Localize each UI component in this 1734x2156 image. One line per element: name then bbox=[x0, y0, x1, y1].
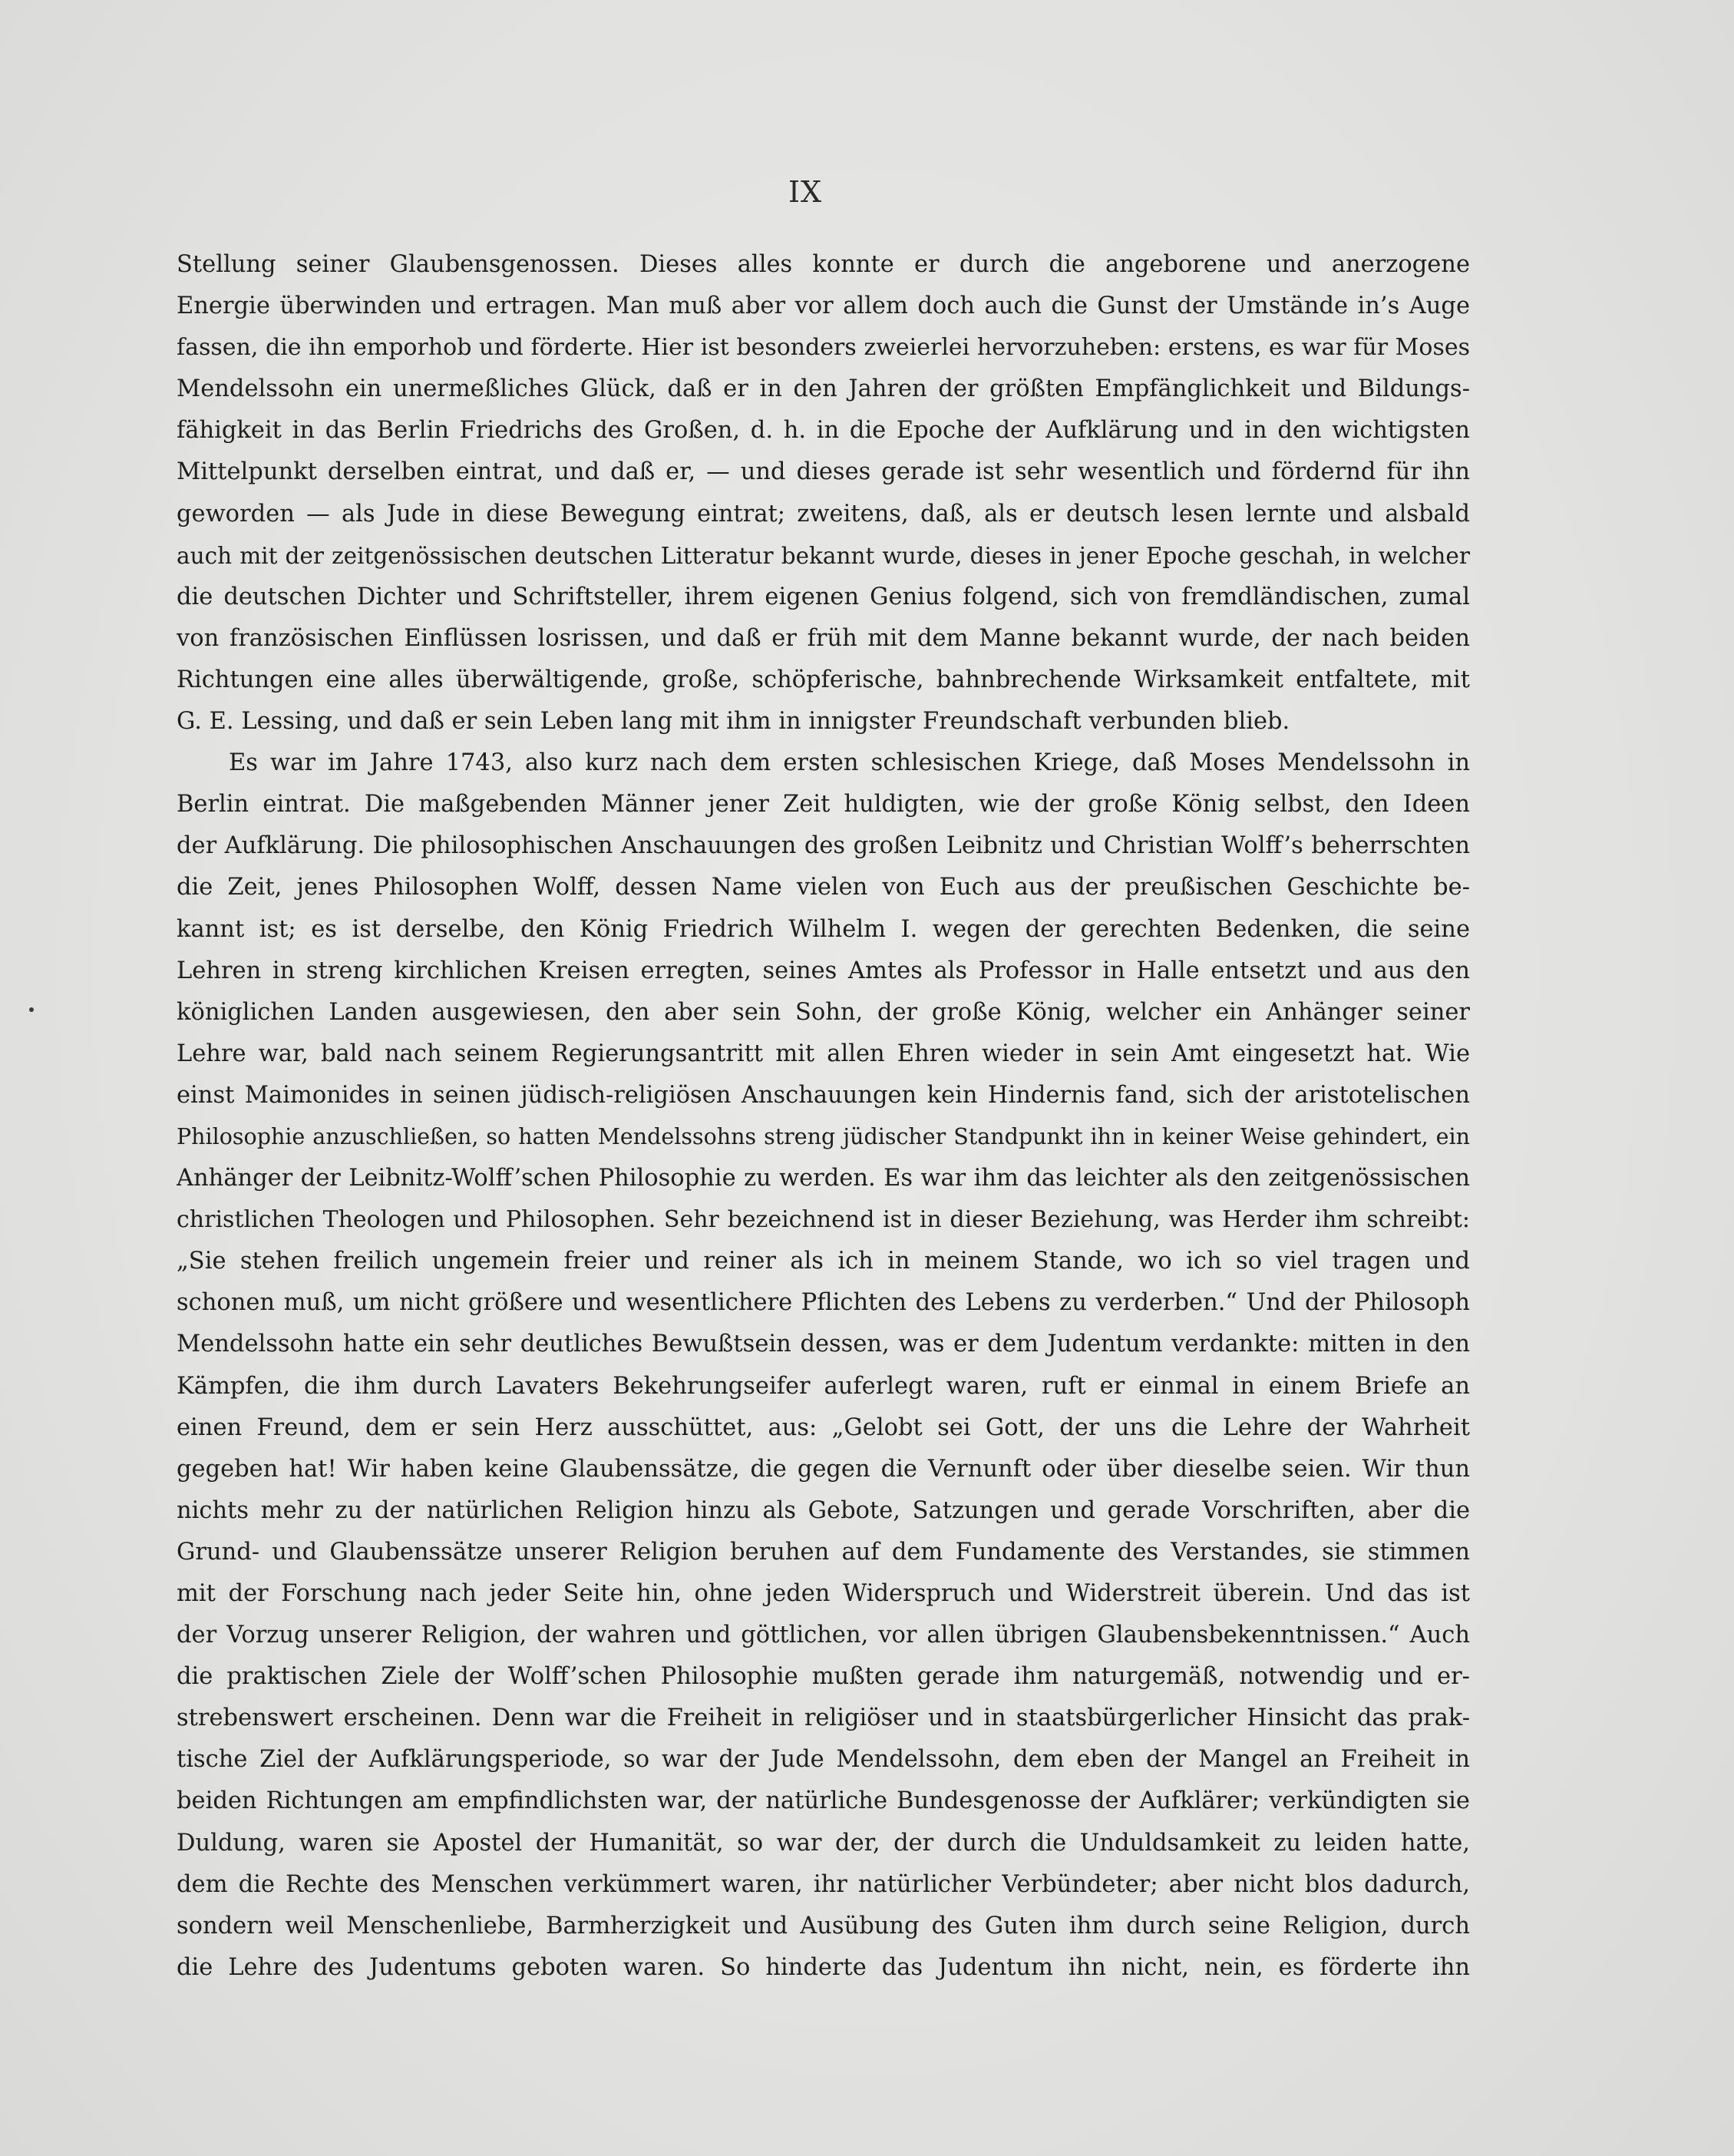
page-number: IX bbox=[788, 175, 823, 209]
text-line: dem die Rechte des Menschen verkümmert waren, ihr natürlicher Verbündeter; aber nicht blos dadurch, bbox=[177, 1870, 1470, 1898]
text-line: der Aufklärung. Die philosophischen Anschauungen des großen Leibnitz und Christian Wolff’s beherrschten bbox=[177, 832, 1470, 860]
text-line: einen Freund, dem er sein Herz ausschüttet, aus: „Gelobt sei Gott, der uns die Lehre der Wahrheit bbox=[177, 1414, 1470, 1441]
text-line: königlichen Landen ausgewiesen, den aber sein Sohn, der große König, welcher ein Anhänger seiner bbox=[177, 998, 1470, 1026]
text-line: Mendelssohn ein unermeßliches Glück, daß er in den Jahren der größten Empfänglichkeit und Bildungs- bbox=[177, 375, 1470, 403]
text-line: schonen muß, um nicht größere und wesentlichere Pflichten des Lebens zu verderben.“ Und der Philosoph bbox=[177, 1289, 1470, 1317]
ink-speck bbox=[29, 1007, 34, 1012]
text-line: Grund- und Glaubenssätze unserer Religion beruhen auf dem Fundamente des Verstandes, sie stimmen bbox=[177, 1538, 1470, 1566]
text-line: Richtungen eine alles überwältigende, große, schöpferische, bahnbrechende Wirksamkeit entfaltete, mit bbox=[177, 666, 1470, 693]
text-line: kannt ist; es ist derselbe, den König Friedrich Wilhelm I. wegen der gerechten Bedenken, die seine bbox=[177, 915, 1470, 943]
text-line: fähigkeit in das Berlin Friedrichs des Großen, d. h. in die Epoche der Aufklärung und in den wichtigsten bbox=[177, 417, 1470, 445]
text-line: tische Ziel der Aufklärungsperiode, so war der Jude Mendelssohn, dem eben der Mangel an Freiheit in bbox=[177, 1746, 1470, 1774]
body-text bbox=[177, 244, 1470, 1989]
text-line: der Vorzug unserer Religion, der wahren und göttlichen, vor allen übrigen Glaubensbekenntnissen.“ Auch bbox=[177, 1622, 1470, 1649]
text-line: die praktischen Ziele der Wolff’schen Philosophie mußten gerade ihm naturgemäß, notwendig und er- bbox=[177, 1663, 1470, 1691]
text-line: sondern weil Menschenliebe, Barmherzigkeit und Ausübung des Guten ihm durch seine Religion, durch bbox=[177, 1912, 1470, 1939]
text-line: „Sie stehen freilich ungemein freier und reiner als ich in meinem Stande, wo ich so viel tragen und bbox=[177, 1248, 1470, 1275]
text-line: Kämpfen, die ihm durch Lavaters Bekehrungseifer auferlegt waren, ruft er einmal in einem Briefe an bbox=[177, 1372, 1470, 1400]
text-line: strebenswert erscheinen. Denn war die Freiheit in religiöser und in staatsbürgerlicher Hinsicht das prak- bbox=[177, 1705, 1470, 1732]
text-line: die Zeit, jenes Philosophen Wolff, dessen Name vielen von Euch aus der preußischen Geschichte be- bbox=[177, 874, 1470, 901]
text-line: Duldung, waren sie Apostel der Humanität, so war der, der durch die Unduldsamkeit zu leiden hatte, bbox=[177, 1829, 1470, 1857]
text-line: die deutschen Dichter und Schriftsteller, ihrem eigenen Genius folgend, sich von fremdländischen, zumal bbox=[177, 583, 1470, 610]
text-line: Philosophie anzuschließen, so hatten Mendelssohns streng jüdischer Standpunkt ihn in keiner Weise gehindert, ein bbox=[177, 1123, 1470, 1149]
text-line: von französischen Einflüssen losrissen, und daß er früh mit dem Manne bekannt wurde, der nach beiden bbox=[177, 624, 1470, 652]
text-line: Lehre war, bald nach seinem Regierungsantritt mit allen Ehren wieder in sein Amt eingesetzt hat. Wie bbox=[177, 1040, 1470, 1067]
text-line: beiden Richtungen am empfindlichsten war, der natürliche Bundesgenosse der Aufklärer; verkündigten sie bbox=[177, 1787, 1470, 1815]
text-line: Lehren in streng kirchlichen Kreisen erregten, seines Amtes als Professor in Halle entsetzt und aus den bbox=[177, 957, 1470, 984]
text-line: Es war im Jahre 1743, also kurz nach dem ersten schlesischen Kriege, daß Moses Mendelssohn in bbox=[229, 749, 1470, 777]
text-line: Mendelssohn hatte ein sehr deutliches Bewußtsein dessen, was er dem Judentum verdankte: mitten in den bbox=[177, 1331, 1470, 1358]
text-line: die Lehre des Judentums geboten waren. So hinderte das Judentum ihn nicht, nein, es förderte ihn bbox=[177, 1953, 1470, 1981]
text-line: geworden — als Jude in diese Bewegung eintrat; zweitens, daß, als er deutsch lesen lernte und alsbald bbox=[177, 500, 1470, 527]
text-line: Anhänger der Leibnitz-Wolff’schen Philosophie zu werden. Es war ihm das leichter als den zeitgenössischen bbox=[177, 1165, 1470, 1192]
text-line: Energie überwinden und ertragen. Man muß aber vor allem doch auch die Gunst der Umstände in’s Auge bbox=[177, 293, 1470, 320]
text-line: christlichen Theologen und Philosophen. Sehr bezeichnend ist in dieser Beziehung, was Herder ihm schreibt: bbox=[177, 1206, 1470, 1234]
text-line: fassen, die ihn emporhob und förderte. Hier ist besonders zweierlei hervorzuheben: erstens, es war für Moses bbox=[177, 334, 1470, 362]
text-line: auch mit der zeitgenössischen deutschen Litteratur bekannt wurde, dieses in jener Epoche geschah, in welcher bbox=[177, 542, 1470, 569]
text-line: gegeben hat! Wir haben keine Glaubenssätze, die gegen die Vernunft oder über dieselbe seien. Wir thun bbox=[177, 1455, 1470, 1483]
text-line: Stellung seiner Glaubensgenossen. Dieses alles konnte er durch die angeborene und anerzogene bbox=[177, 251, 1470, 278]
text-line: mit der Forschung nach jeder Seite hin, ohne jeden Widerspruch und Widerstreit überein. Und das ist bbox=[177, 1580, 1470, 1607]
text-line: nichts mehr zu der natürlichen Religion hinzu als Gebote, Satzungen und gerade Vorschriften, aber die bbox=[177, 1496, 1470, 1524]
text-line: einst Maimonides in seinen jüdisch-religiösen Anschauungen kein Hindernis fand, sich der aristotelischen bbox=[177, 1081, 1470, 1109]
text-line: G. E. Lessing, und daß er sein Leben lang mit ihm in innigster Freundschaft verbunden blieb. bbox=[177, 708, 1290, 736]
text-line: Mittelpunkt derselben eintrat, und daß er, — und dieses gerade ist sehr wesentlich und fördernd für ihn bbox=[177, 458, 1470, 486]
text-line: Berlin eintrat. Die maßgebenden Männer jener Zeit huldigten, wie der große König selbst, den Ideen bbox=[177, 791, 1470, 818]
